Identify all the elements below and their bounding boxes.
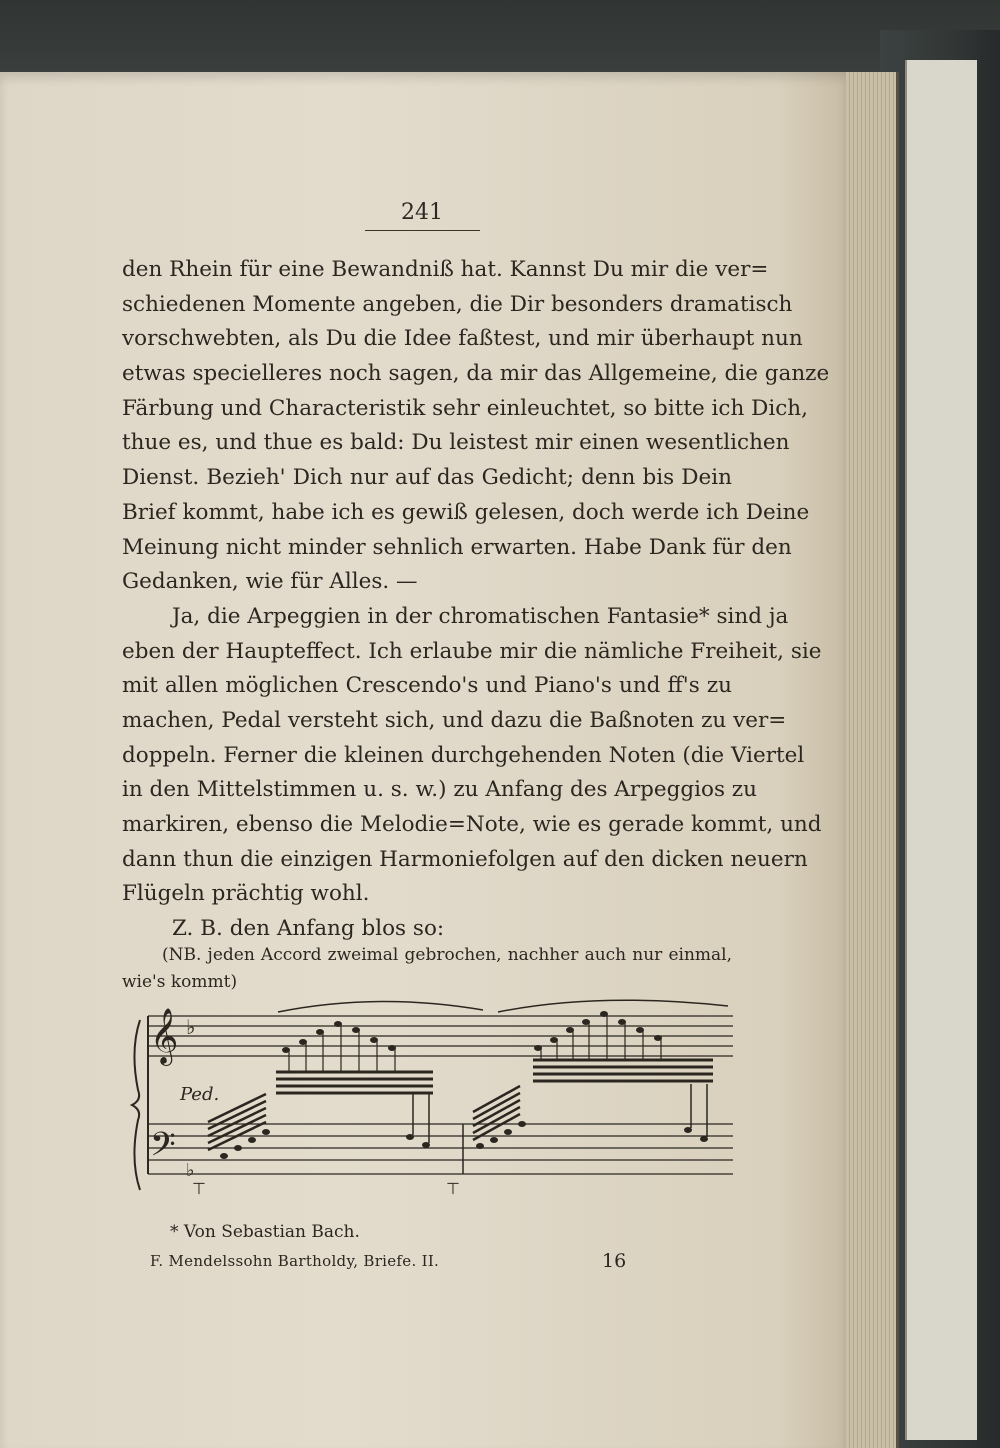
slur [498,1000,728,1012]
text-line: thue es, und thue es bald: Du leistest mir einen wesentlichen [122,430,790,456]
book-endpaper [905,60,977,1440]
text-line: Z. B. den Anfang blos so: [172,916,445,942]
text-line: doppeln. Ferner die kleinen durchgehenden Noten (die Viertel [122,742,805,768]
bass-notes [220,1129,430,1159]
text-line: markiren, ebenso die Melodie=Note, wie es gerade kommt, und [122,812,822,837]
grand-staff-brace [132,1020,140,1190]
sheet-number: 16 [602,1250,627,1272]
text-line: in den Mittelstimmen u. s. w.) zu Anfang des Arpeggios zu [122,777,757,803]
text-line: Färbung und Characteristik sehr einleuchtet, so bitte ich Dich, [122,395,808,421]
nb-line: (NB. jeden Accord zweimal gebrochen, nachher auch nur einmal, [162,945,732,965]
flat-icon: ♭ [186,1160,195,1181]
text-line: Meinung nicht minder sehnlich erwarten. Habe Dank für den [122,534,792,560]
text-line: eben der Haupteffect. Ich erlaube mir die nämliche Freiheit, sie [122,638,822,664]
text-line: machen, Pedal versteht sich, und dazu die Baßnoten zu ver= [122,707,787,733]
treble-beams [276,1072,433,1093]
page-edges [838,72,899,1448]
book-cover-top [0,0,1000,80]
page-number: 241 [401,200,443,225]
pedal-release-icon: ⊤ [446,1179,460,1198]
slur [278,1001,483,1012]
bass-clef-icon: 𝄢 [150,1126,176,1172]
signature-line: F. Mendelssohn Bartholdy, Briefe. II. [150,1252,440,1270]
text-line: Gedanken, wie für Alles. — [122,569,418,595]
flat-icon: ♭ [186,1015,196,1039]
pedal-release-icon: ⊤ [192,1179,206,1198]
body-text [122,253,830,947]
treble-beams [533,1060,713,1081]
text-line: etwas specielleres noch sagen, da mir das Allgemeine, die ganze [122,361,830,387]
text-line: dann thun die einzigen Harmoniefolgen auf den dicken neuern [122,846,808,872]
text-line: den Rhein für eine Bewandniß hat. Kannst Du mir die ver= [122,257,769,282]
text-line: mit allen möglichen Crescendo's und Piano's und ff's zu [122,673,732,699]
treble-clef-icon: 𝄞 [150,1008,179,1064]
treble-staff [148,1016,733,1056]
text-line: Flügeln prächtig wohl. [122,881,370,907]
text-line: schiedenen Momente angeben, die Dir besonders dramatisch [122,291,793,317]
nb-annotation [122,942,732,996]
page-number-rule [365,230,480,231]
text-line: Ja, die Arpeggien in der chromatischen Fantasie* sind ja [172,603,789,629]
text-line: vorschwebten, als Du die Idee faßtest, und mir überhaupt nun [122,326,803,352]
pedal-marking: Ped. [180,1084,220,1105]
nb-line: wie's kommt) [122,972,238,992]
footnote: * Von Sebastian Bach. [170,1222,360,1242]
music-notation [128,990,738,1200]
bass-notes [476,1121,708,1149]
text-line: Dienst. Bezieh' Dich nur auf das Gedicht; denn bis Dein [122,465,732,491]
text-line: Brief kommt, habe ich es gewiß gelesen, doch werde ich Deine [122,499,810,525]
bass-arpeggio [473,1086,520,1140]
